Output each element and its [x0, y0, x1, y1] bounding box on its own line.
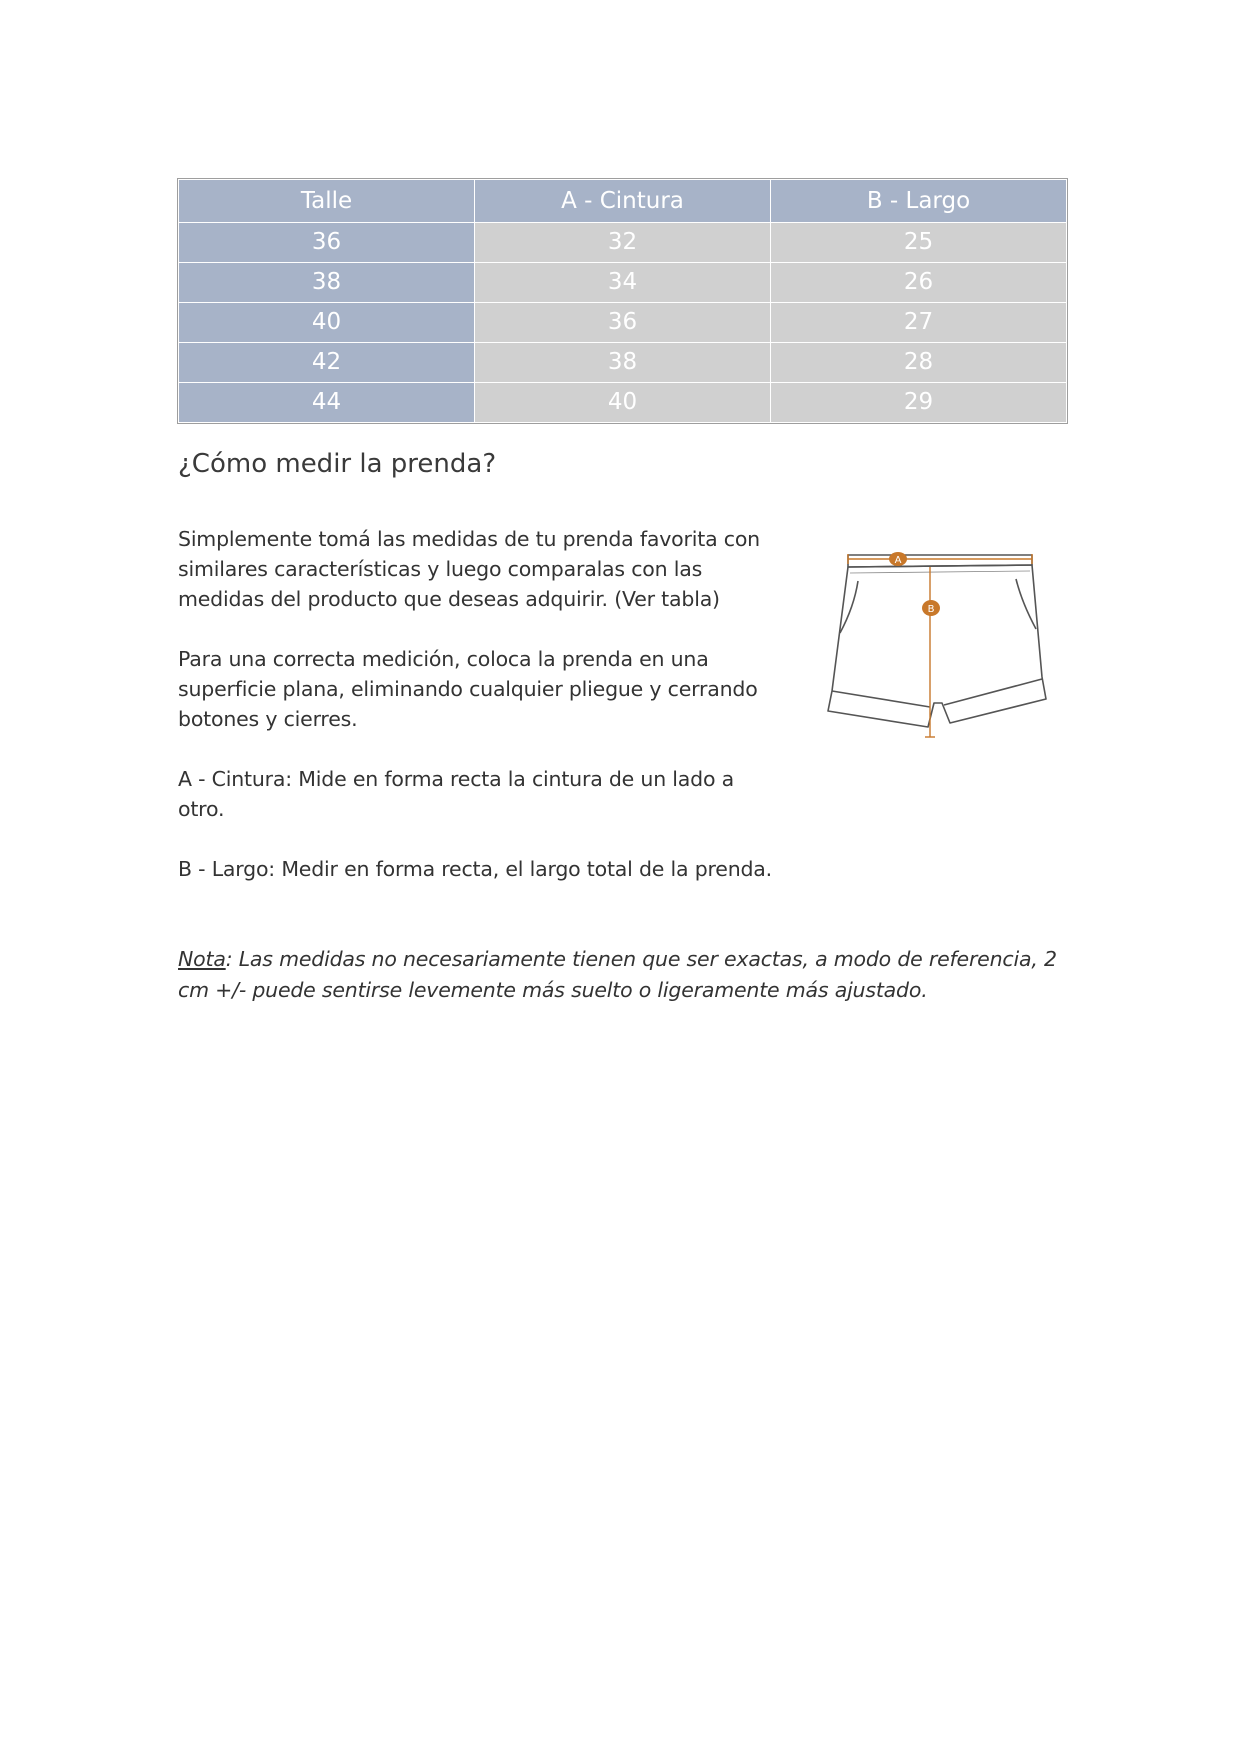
- talle-cell: 36: [179, 223, 475, 263]
- cintura-cell: 40: [475, 383, 771, 423]
- right-hem: [944, 679, 1042, 705]
- talle-cell: 42: [179, 343, 475, 383]
- table-row: [179, 383, 1067, 423]
- talle-cell: 44: [179, 383, 475, 423]
- note-label: Nota: [178, 947, 226, 971]
- cintura-cell: 34: [475, 263, 771, 303]
- talle-cell: 40: [179, 303, 475, 343]
- header-talle: Talle: [179, 180, 475, 223]
- header-largo: B - Largo: [771, 180, 1067, 223]
- intro-paragraph: Simplemente tomá las medidas de tu prenda favorita con similares características y luego comparalas con las medidas del producto que deseas adquirir. (Ver tabla): [178, 527, 760, 611]
- svg-text:B: B: [927, 604, 935, 615]
- svg-text:A: A: [894, 555, 902, 566]
- note-text: : Las medidas no necesariamente tienen que ser exactas, a modo de referencia, 2 cm +/- puede sentirse levemente más suelto o ligeramente más ajustado.: [178, 947, 1057, 1002]
- largo-cell: 25: [771, 223, 1067, 263]
- size-table: [178, 179, 1067, 423]
- right-pocket: [1016, 579, 1036, 629]
- waist-paragraph: A - Cintura: Mide en forma recta la cintura de un lado a otro.: [178, 767, 735, 821]
- cintura-cell: 38: [475, 343, 771, 383]
- largo-cell: 27: [771, 303, 1067, 343]
- marker-a: [889, 552, 907, 566]
- cintura-cell: 32: [475, 223, 771, 263]
- marker-b: [922, 600, 940, 616]
- table-header-row: [179, 180, 1067, 223]
- cintura-cell: 36: [475, 303, 771, 343]
- table-row: [179, 343, 1067, 383]
- table-row: [179, 303, 1067, 343]
- header-cintura: A - Cintura: [475, 180, 771, 223]
- note-paragraph: [178, 944, 1078, 1006]
- shorts-outline: [828, 565, 1046, 727]
- instructions-paragraph: Para una correcta medición, coloca la prenda en una superficie plana, eliminando cualquier pliegue y cerrando botones y cierres.: [178, 647, 758, 731]
- largo-cell: 26: [771, 263, 1067, 303]
- left-hem: [832, 691, 930, 707]
- largo-cell: 28: [771, 343, 1067, 383]
- talle-cell: 38: [179, 263, 475, 303]
- shorts-diagram: [810, 545, 1072, 745]
- section-title: ¿Cómo medir la prenda?: [178, 449, 497, 479]
- table-row: [179, 263, 1067, 303]
- table-row: [179, 223, 1067, 263]
- largo-cell: 29: [771, 383, 1067, 423]
- length-paragraph: B - Largo: Medir en forma recta, el largo total de la prenda.: [178, 857, 772, 881]
